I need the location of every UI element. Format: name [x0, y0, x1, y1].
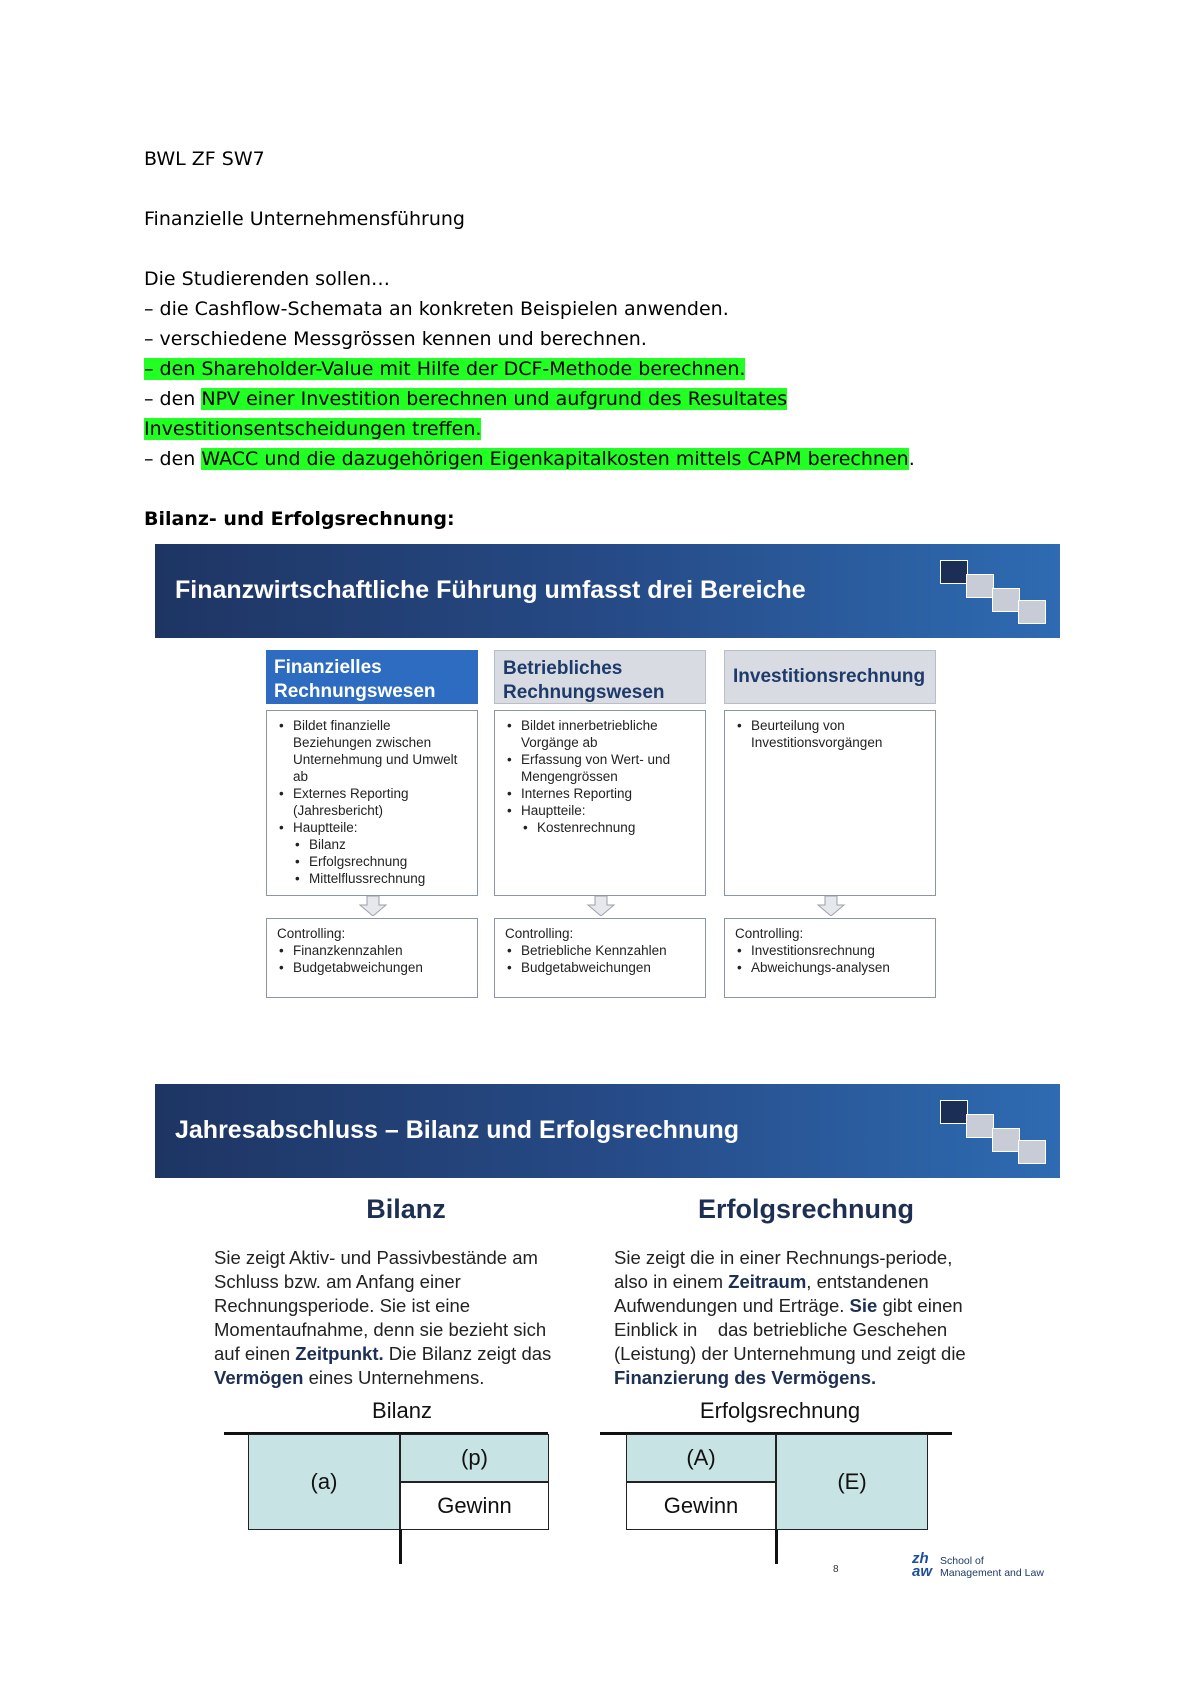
erfolg-paragraph: [614, 1246, 1014, 1390]
highlight: NPV einer Investition berechnen und aufgrund des Resultates: [201, 388, 788, 410]
bilanz-gewinn-cell: Gewinn: [400, 1482, 549, 1530]
paragraph-line: Schluss bzw. am Anfang einer: [214, 1271, 461, 1292]
column-body-finanzielles: [266, 710, 478, 896]
erfolg-table-label: Erfolgsrechnung: [699, 1398, 861, 1423]
column-head-finanzielles: Finanzielles Rechnungswesen: [266, 650, 478, 704]
paragraph-line: [614, 1366, 1014, 1390]
down-arrow-icon: [816, 896, 846, 916]
objective-4: [144, 386, 787, 412]
emphasis: Zeitpunkt.: [295, 1343, 384, 1364]
slide-2-title: Jahresabschluss – Bilanz und Erfolgsrechnung: [175, 1116, 740, 1144]
objective-1: – die Cashflow-Schemata an konkreten Beispielen anwenden.: [144, 298, 729, 320]
paragraph-line: Sie zeigt Aktiv- und Passivbestände am: [214, 1247, 538, 1268]
decor-square-icon: [1018, 1140, 1046, 1164]
down-arrow-icon: [586, 896, 616, 916]
school-line: Management and Law: [940, 1567, 1044, 1579]
sub-bullet-item: • Bilanz: [309, 836, 469, 853]
emphasis: Sie: [849, 1295, 878, 1316]
paragraph-line: [214, 1366, 594, 1390]
bilanz-paragraph: [214, 1246, 594, 1390]
controlling-label: Controlling:: [505, 926, 574, 941]
bullet-item: • Beurteilung von Investitionsvorgängen: [751, 717, 927, 751]
highlight: – den Shareholder-Value mit Hilfe der DCF-Methode berechnen.: [144, 358, 746, 380]
paragraph-line: Einblick in das betriebliche Geschehen: [614, 1319, 948, 1340]
objective-4-cont: [144, 416, 481, 442]
text-run: also in einem: [614, 1271, 729, 1292]
topic-title: Finanzielle Unternehmensführung: [144, 208, 465, 230]
bilanz-passiv-cell: (p): [400, 1434, 549, 1482]
bullet-label: Hauptteile:: [293, 820, 358, 835]
decor-square-icon: [940, 1100, 968, 1124]
emphasis: Vermögen: [214, 1367, 304, 1388]
sub-bullet-item: • Erfolgsrechnung: [309, 853, 469, 870]
erfolg-ertrag-cell: (E): [776, 1434, 928, 1530]
erfolg-gewinn-cell: Gewinn: [626, 1482, 776, 1530]
intro-line: Die Studierenden sollen…: [144, 268, 390, 290]
paragraph-line: Sie zeigt die in einer Rechnungs-periode,: [614, 1247, 953, 1268]
decor-square-icon: [940, 560, 968, 584]
slide-2-header: [155, 1084, 1060, 1178]
paragraph-line: [614, 1270, 1014, 1294]
objective-4-prefix: – den: [144, 388, 202, 410]
highlight: WACC und die dazugehörigen Eigenkapitalkosten mittels CAPM berechnen: [201, 448, 909, 470]
slide-1-title: Finanzwirtschaftliche Führung umfasst drei Bereiche: [175, 576, 806, 604]
bullet-item: • Bildet finanzielle Beziehungen zwischen Unternehmung und Umwelt ab: [293, 717, 469, 785]
text-run: Aufwendungen und Erträge.: [614, 1295, 850, 1316]
bullet-item: [521, 802, 697, 836]
school-line: School of: [940, 1555, 984, 1567]
column-head-betriebliches: Betriebliches Rechnungswesen: [494, 650, 706, 704]
controlling-box-betriebliches: [494, 918, 706, 998]
column-body-betriebliches: [494, 710, 706, 896]
section-heading: Bilanz- und Erfolgsrechnung:: [144, 508, 455, 530]
column-head-investition: Investitionsrechnung: [724, 650, 936, 704]
column-body-investition: [724, 710, 936, 896]
paragraph-line: (Leistung) der Unternehmung und zeigt die: [614, 1343, 966, 1364]
controlling-box-finanzielles: [266, 918, 478, 998]
paragraph-line: [214, 1342, 594, 1366]
bilanz-table-label: Bilanz: [372, 1398, 432, 1423]
controlling-item: • Investitionsrechnung: [751, 942, 927, 959]
down-arrow-icon: [358, 896, 388, 916]
controlling-box-investition: [724, 918, 936, 998]
emphasis: Zeitraum: [728, 1271, 807, 1292]
objective-5: [144, 446, 915, 472]
decor-square-icon: [992, 588, 1020, 612]
erfolg-heading: Erfolgsrechnung: [697, 1194, 914, 1224]
emphasis: Finanzierung des Vermögens.: [614, 1367, 877, 1388]
text-run: auf einen: [214, 1343, 296, 1364]
bullet-item: • Externes Reporting (Jahresbericht): [293, 785, 469, 819]
bullet-item: • Internes Reporting: [521, 785, 697, 802]
objective-5-suffix: .: [908, 448, 915, 470]
decor-square-icon: [992, 1128, 1020, 1152]
sub-bullet-item: • Kostenrechnung: [537, 819, 697, 836]
objective-5-prefix: – den: [144, 448, 202, 470]
zhaw-logo: zh aw: [912, 1550, 933, 1580]
decor-square-icon: [966, 574, 994, 598]
bilanz-heading: Bilanz: [366, 1194, 446, 1224]
controlling-item: • Abweichungs-analysen: [751, 959, 927, 976]
page-number: 8: [833, 1564, 839, 1575]
paragraph-line: [614, 1294, 1014, 1318]
controlling-label: Controlling:: [277, 926, 346, 941]
controlling-item: • Budgetabweichungen: [521, 959, 697, 976]
paragraph-line: Rechnungsperiode. Sie ist eine: [214, 1295, 471, 1316]
decor-square-icon: [1018, 600, 1046, 624]
bullet-item: • Bildet innerbetriebliche Vorgänge ab: [521, 717, 697, 751]
controlling-item: • Budgetabweichungen: [293, 959, 469, 976]
text-run: eines Unternehmens.: [303, 1367, 485, 1388]
objective-2: – verschiedene Messgrössen kennen und berechnen.: [144, 328, 647, 350]
slide-1-header: [155, 544, 1060, 638]
controlling-item: • Finanzkennzahlen: [293, 942, 469, 959]
sub-bullet-item: • Mittelflussrechnung: [309, 870, 469, 887]
objective-3: [144, 356, 745, 382]
bilanz-aktiv-cell: (a): [248, 1434, 400, 1530]
controlling-item: • Betriebliche Kennzahlen: [521, 942, 697, 959]
paragraph-line: Momentaufnahme, denn sie bezieht sich: [214, 1319, 547, 1340]
decor-square-icon: [966, 1114, 994, 1138]
text-run: , entstandenen: [806, 1271, 929, 1292]
text-run: Die Bilanz zeigt das: [383, 1343, 552, 1364]
controlling-label: Controlling:: [735, 926, 804, 941]
bullet-item: [293, 819, 469, 887]
text-run: gibt einen: [877, 1295, 963, 1316]
bullet-label: Hauptteile:: [521, 803, 586, 818]
bullet-item: • Erfassung von Wert- und Mengengrössen: [521, 751, 697, 785]
highlight: Investitionsentscheidungen treffen.: [144, 418, 482, 440]
erfolg-aufwand-cell: (A): [626, 1434, 776, 1482]
school-name: [940, 1555, 1062, 1579]
course-title: BWL ZF SW7: [144, 148, 265, 170]
